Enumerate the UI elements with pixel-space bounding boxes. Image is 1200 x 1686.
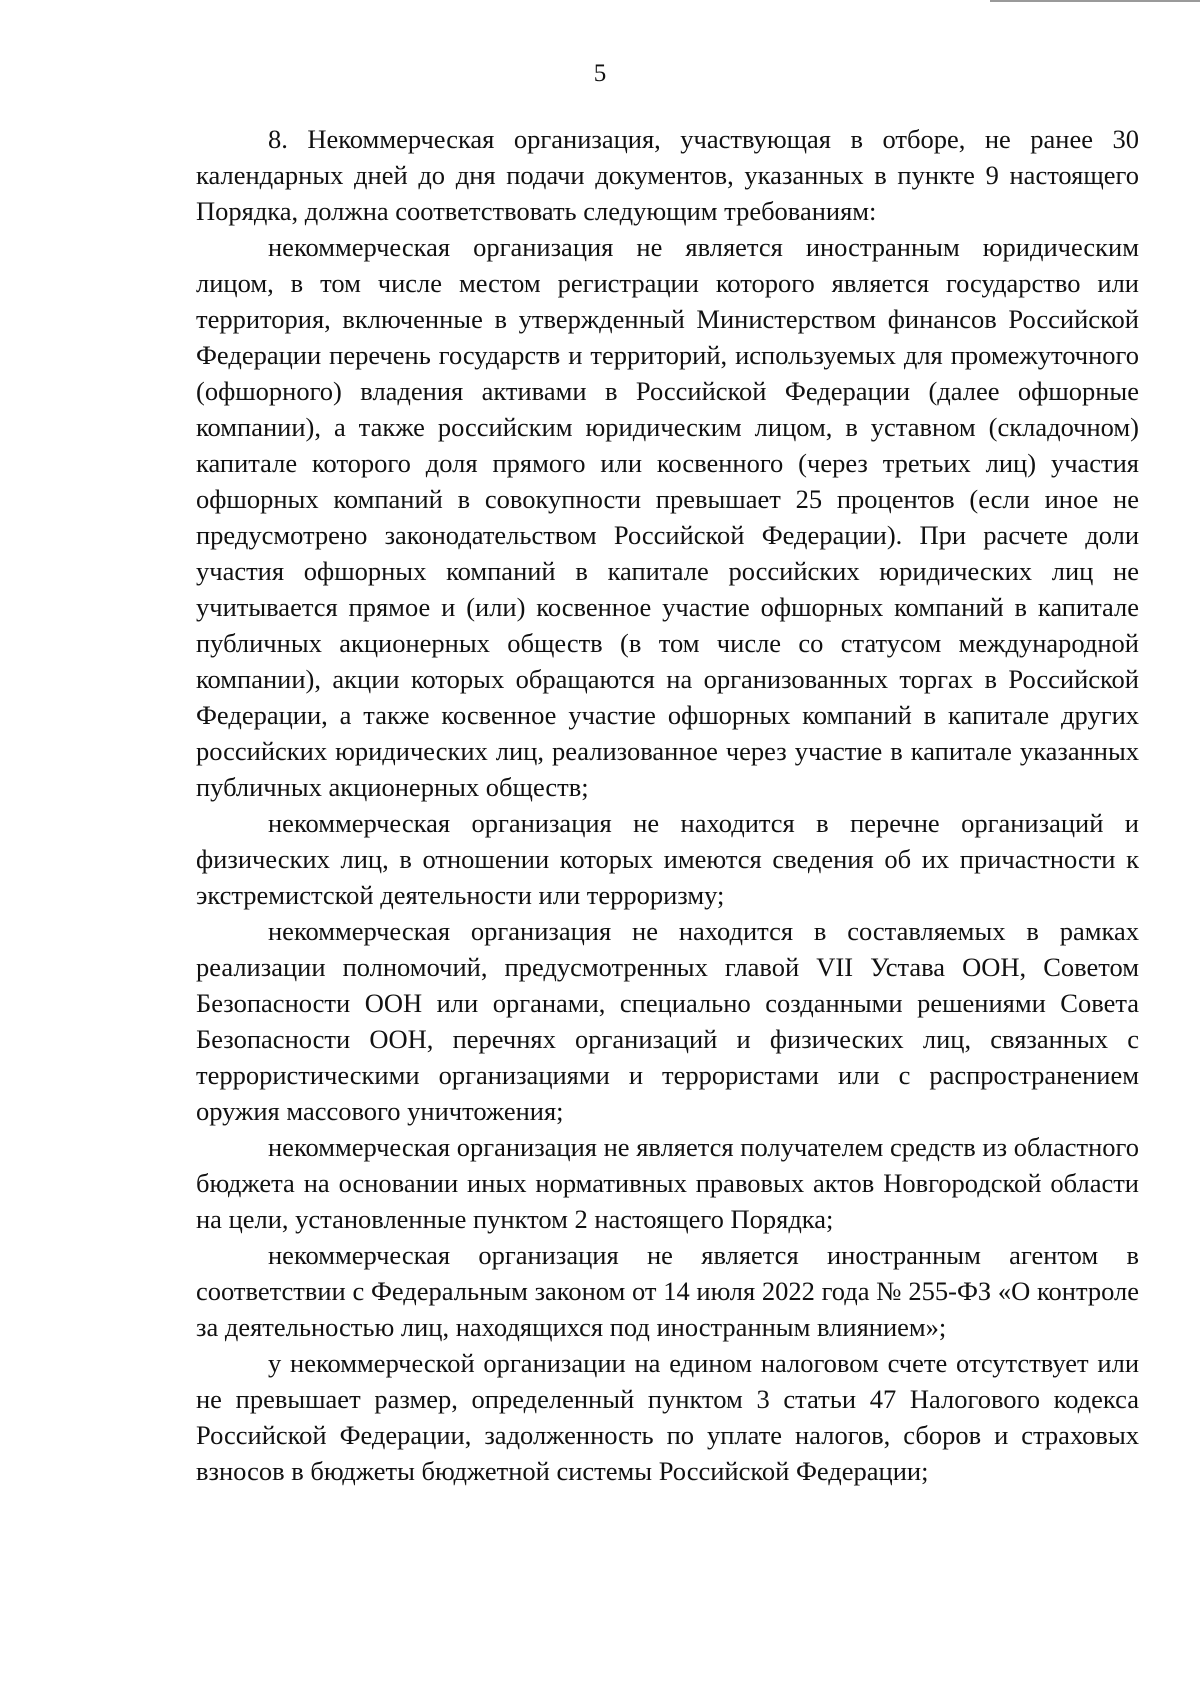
paragraph-requirement-offshore: некоммерческая организация не является иностранным юридическим лицом, в том числе местом регистрации которого является государство или территория, включенные в утвержденный Министерством финансов Российской Федерации перечень государств и территорий, используемых для промежуточного (офшорного) владения активами в Российской Федерации (далее офшорные компании), а также российским юридическим лицом, в уставном (складочном) капитале которого доля прямого или косвенного (через третьих лиц) участия офшорных компаний в совокупности превышает 25 процентов (если иное не предусмотрено законодательством Российской Федерации). При расчете доли участия офшорных компаний в капитале российских юридических лиц не учитывается прямое и (или) косвенное участие офшорных компаний в капитале публичных акционерных обществ (в том числе со статусом международной компании), акции которых обращаются на организованных торгах в Российской Федерации, а также косвенное участие офшорных компаний в капитале других российских юридических лиц, реализованное через участие в капитале указанных публичных акционерных обществ; <box>196 232 1139 802</box>
paragraph-requirement-budget-funds: некоммерческая организация не является получателем средств из областного бюджета на основании иных нормативных правовых актов Новгородской области на цели, установленные пунктом 2 настоящего Порядка; <box>196 1132 1139 1234</box>
page-number: 5 <box>593 60 607 87</box>
paragraph-requirement-tax-debt: у некоммерческой организации на едином налоговом счете отсутствует или не превышает размер, определенный пунктом 3 статьи 47 Налогового кодекса Российской Федерации, задолженность по уплате налогов, сборов и страховых взносов в бюджеты бюджетной системы Российской Федерации; <box>196 1348 1139 1486</box>
paragraph-requirement-un-security-council: некоммерческая организация не находится в составляемых в рамках реализации полномочий, предусмотренных главой VII Устава ООН, Советом Безопасности ООН или органами, специально созданными решениями Совета Безопасности ООН, перечнях организаций и физических лиц, связанных с террористическими организациями и террористами или с распространением оружия массового уничтожения; <box>196 916 1139 1126</box>
paragraph-requirement-extremism: некоммерческая организация не находится в перечне организаций и физических лиц, в отношении которых имеются сведения об их причастности к экстремистской деятельности или терроризму; <box>196 808 1139 910</box>
paragraph-requirement-foreign-agent: некоммерческая организация не является иностранным агентом в соответствии с Федеральным законом от 14 июля 2022 года № 255-ФЗ «О контроле за деятельностью лиц, находящихся под иностранным влиянием»; <box>196 1240 1139 1342</box>
paragraph-item-8: 8. Некоммерческая организация, участвующая в отборе, не ранее 30 календарных дней до дня подачи документов, указанных в пункте 9 настоящего Порядка, должна соответствовать следующим требованиям: <box>196 124 1139 226</box>
scan-edge-line <box>990 0 1200 2</box>
document-body <box>196 121 1139 1489</box>
